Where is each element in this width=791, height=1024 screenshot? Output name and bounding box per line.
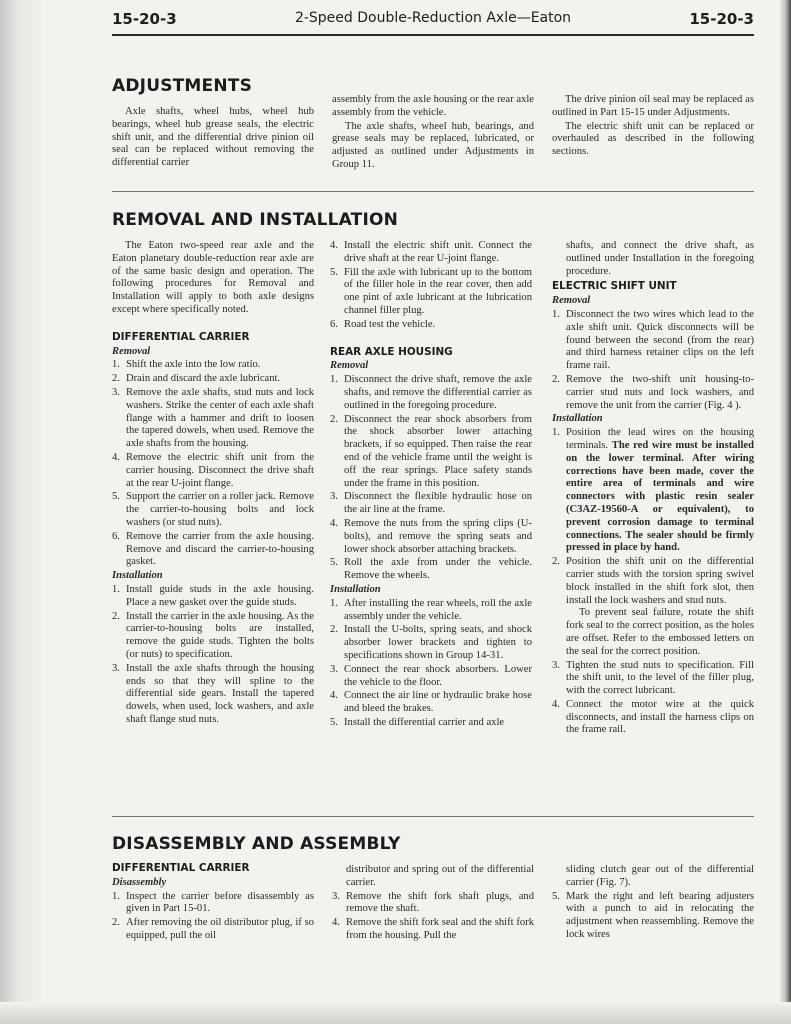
removal-steps (112, 359, 314, 569)
step-number: 6. (330, 318, 338, 330)
step-text: Remove the electric shift unit from the carrier housing. Disconnect the drive shaft at the rear U-joint flange. (126, 451, 314, 489)
step-number: 5. (330, 557, 338, 569)
list-item (330, 518, 532, 556)
list-item (112, 531, 314, 569)
section-heading-disassembly: DISASSEMBLY AND ASSEMBLY (112, 834, 401, 854)
list-item (112, 611, 314, 662)
step-number: 5. (112, 491, 120, 503)
step-text: Tighten the stud nuts to specification. Fill the shift unit, to the level of the filler plug, with the correct lubricant. (566, 659, 754, 697)
list-item (552, 374, 754, 412)
header-rule (112, 34, 754, 36)
list-item (112, 373, 314, 386)
page-edge-shadow (779, 0, 791, 1024)
step-number: 3. (112, 386, 120, 398)
step-number: 5. (552, 890, 560, 902)
section-heading-removal: REMOVAL AND INSTALLATION (112, 210, 399, 230)
step-number: 2. (112, 610, 120, 622)
step-text: Roll the axle from under the vehicle. Remove the wheels. (344, 557, 532, 582)
list-item: 3. Tighten the stud nuts to specification. Fill the shift unit, to the level of the filler plug, with the correct lubricant. (552, 659, 754, 697)
page-header (112, 10, 754, 34)
step-number: 3. (330, 663, 338, 675)
step-text: After installing the rear wheels, roll the axle assembly under the vehicle. (344, 597, 532, 622)
paragraph: shafts, and connect the drive shaft, as outlined under Installation in the foregoing procedure. (566, 240, 754, 277)
list-item: 1. Position the lead wires on the housing terminals. The red wire must be installed on the lower terminal. After wiring corrections have been made, cover the entire area of terminals and wire connectors with plastic resin sealer (C3AZ-19560-A or equivalent), to prevent corrosion damage to terminal connections. The sealer should be firmly pressed in place by hand. (552, 427, 754, 554)
section-divider (112, 816, 754, 817)
page-bottom-edge (0, 1002, 791, 1024)
step-text: Road test the vehicle. (344, 318, 436, 330)
binding-spine (0, 0, 44, 1024)
label-installation: Installation (112, 570, 163, 582)
section-heading-adjustments: ADJUSTMENTS (112, 76, 253, 96)
step-number: 1. (330, 597, 338, 609)
step-number: 1. (112, 890, 120, 902)
step-number: 2. (112, 917, 120, 929)
step-number: 4. (112, 451, 120, 463)
list-item (330, 491, 532, 517)
step-text: Mark the right and left bearing adjusters with a punch to aid in relocating the adjustment when reassembling. Remove the lock wires (566, 890, 754, 940)
list-item (112, 387, 314, 451)
step-number: 1. (552, 308, 560, 320)
list-item (330, 414, 532, 491)
label-installation: Installation (330, 583, 381, 595)
disassembly-steps (332, 891, 534, 943)
step-text: Inspect the carrier before disassembly as given in Part 15-01. (126, 890, 314, 915)
step-number: 4. (332, 917, 340, 929)
step-text: Install the axle shafts through the housing ends so that they will spline to the differential side gears. Install the tapered dowels, when used, lock washers, and axle shaft flange stud nuts. (126, 662, 314, 725)
step-number: 4. (330, 240, 338, 251)
label-installation: Installation (552, 413, 603, 425)
removal-col-2 (330, 240, 532, 731)
step-text: Position the shift unit on the differential carrier studs with the torsion spring swivel block installed in the shift fork slot, then install the lock washers and stud nuts. (566, 556, 754, 606)
step-text: Fill the axle with lubricant up to the bottom of the filler hole in the rear cover, then add one pint of axle lubricant at the lubrication channel filler plug. (344, 266, 532, 316)
removal-steps (552, 309, 754, 412)
list-item (552, 891, 754, 942)
list-item (330, 557, 532, 583)
step-text: Shift the axle into the low ratio. (126, 359, 261, 371)
section-divider (112, 191, 754, 192)
disassembly-steps (112, 891, 314, 943)
installation-steps (552, 427, 754, 737)
step-text: Remove the shift fork shaft plugs, and remove the shaft. (346, 890, 534, 915)
list-item (552, 309, 754, 373)
paragraph: assembly from the axle housing or the rear axle assembly from the vehicle. (332, 94, 534, 118)
list-item (330, 240, 532, 266)
step-text: Position the lead wires on the housing terminals. (566, 427, 754, 451)
disassembly-col-3 (552, 864, 754, 943)
paragraph: The electric shift unit can be replaced or overhauled as described in the following sections. (552, 120, 754, 158)
list-item (112, 584, 314, 610)
step-note: To prevent seal failure, rotate the shift fork seal to the correct position, as the holes are offset. Refer to the embossed letters on the seal for the correct position. (566, 607, 754, 657)
paragraph: The axle shafts, wheel hub, bearings, and grease seals may be replaced, lubricated, or adjusted as outlined under Adjustments in Group 11. (332, 120, 534, 170)
disassembly-steps (552, 891, 754, 942)
disassembly-col-2 (332, 864, 534, 944)
label-removal: Removal (330, 360, 369, 372)
step-text: Support the carrier on a roller jack. Remove the carrier-to-housing bolts and lock washers (or stud nuts). (126, 491, 314, 528)
step-number: 1. (112, 583, 120, 595)
list-item (112, 891, 314, 917)
list-item: 2. Position the shift unit on the differential carrier studs with the torsion spring swivel block installed in the shift fork slot, then install the lock washers and stud nuts. To prevent seal failure, rotate the shift fork seal to the correct position, as the holes are offset. Refer to the embossed letters on the seal for the correct position. (552, 556, 754, 657)
list-item (112, 917, 314, 943)
step-number: 1. (112, 359, 120, 371)
step-text: Install the differential carrier and axle (344, 716, 505, 728)
subheading-differential-carrier: DIFFERENTIAL CARRIER (112, 330, 250, 343)
page-number-left: 15-20-3 (112, 10, 177, 28)
step-text: Remove the axle shafts, stud nuts and lock washers. Strike the center of each axle shaft flange with a hammer and drift to loosen the tapered dowels, when used. Remove the axle shafts from the housing. (126, 386, 314, 450)
paragraph: The drive pinion oil seal may be replaced as outlined in Part 15-15 under Adjustments. (552, 94, 754, 118)
step-number: 4. (330, 690, 338, 702)
subheading-differential-carrier: DIFFERENTIAL CARRIER (112, 862, 250, 874)
running-title: 2-Speed Double-Reduction Axle—Eaton (294, 10, 572, 26)
disassembly-col-1 (112, 862, 314, 944)
step-text: After removing the oil distributor plug, if so equipped, pull the oil (126, 917, 314, 941)
step-number: 4. (330, 517, 338, 529)
paragraph: distributor and spring out of the differential carrier. (346, 864, 534, 888)
list-item (112, 359, 314, 372)
step-text: Disconnect the two wires which lead to the axle shift unit. Quick disconnects will be found between the second (from the rear) and third harness retainer clips on the left frame rail. (566, 308, 754, 372)
adjustments-col-3 (552, 94, 754, 160)
list-item (112, 452, 314, 490)
step-number: 6. (112, 530, 120, 542)
step-text: Remove the shift fork seal and the shift fork from the housing. Pull the (346, 917, 534, 941)
list-item (330, 267, 532, 318)
label-removal: Removal (552, 295, 591, 307)
step-text: Disconnect the flexible hydraulic hose on the air line at the frame. (344, 491, 532, 516)
installation-steps (112, 584, 314, 727)
step-number: 2. (330, 624, 338, 636)
label-disassembly: Disassembly (112, 876, 167, 888)
step-text: Connect the air line or hydraulic brake hose and bleed the brakes. (344, 690, 532, 715)
step-text: Connect the rear shock absorbers. Lower the vehicle to the floor. (344, 663, 532, 688)
step-number: 1. (330, 374, 338, 386)
list-item (330, 624, 532, 662)
step-text: Install guide studs in the axle housing. Place a new gasket over the guide studs. (126, 583, 314, 608)
list-item: 4. Connect the motor wire at the quick disconnects, and install the harness clips on the frame rail. (552, 698, 754, 736)
subheading-electric-shift-unit: ELECTRIC SHIFT UNIT (552, 280, 677, 293)
list-item (330, 319, 532, 332)
list-item (330, 374, 532, 412)
removal-col-3 (552, 240, 754, 738)
installation-steps (330, 598, 532, 730)
adjustments-col-2 (332, 94, 534, 173)
list-item (330, 690, 532, 716)
step-number: 2. (552, 373, 560, 385)
step-text: Remove the carrier from the axle housing. Remove and discard the carrier-to-housing gasket. (126, 530, 314, 568)
list-item (330, 664, 532, 690)
removal-col-1 (112, 240, 314, 728)
adjustments-col-1 (112, 106, 314, 171)
step-text: Drain and discard the axle lubricant. (126, 373, 281, 385)
step-number: 5. (330, 266, 338, 278)
step-number: 3. (330, 491, 338, 503)
step-text: Connect the motor wire at the quick disconnects, and install the harness clips on the frame rail. (566, 698, 754, 736)
list-item (332, 917, 534, 943)
paragraph: The Eaton two-speed rear axle and the Eaton planetary double-reduction rear axle are of the same basic design and operation. The following procedures for Removal and Installation will apply to both axle designs except where specifically noted. (112, 240, 314, 315)
carrier-install-steps-cont (330, 240, 532, 332)
step-text: Install the carrier in the axle housing. As the carrier-to-housing bolts are installed, remove the guide studs. Tighten the bolts (or nuts) to specification. (126, 610, 314, 660)
step-text: Disconnect the drive shaft, remove the axle shafts, and remove the differential carrier as outlined in the foregoing procedure. (344, 374, 532, 411)
step-text: Install the electric shift unit. Connect the drive shaft at the rear U-joint flange. (344, 240, 532, 264)
list-item (330, 717, 532, 730)
step-number: 2. (112, 373, 120, 385)
warning-text: The red wire must be installed on the lower terminal. After wiring corrections have been made, cover the entire area of terminals and wire connectors with plastic resin sealer (C3AZ-19560-A or equivalent), to prevent corrosion damage to terminal connections. The sealer should be firmly pressed in place by hand. (566, 439, 754, 554)
paragraph: sliding clutch gear out of the differential carrier (Fig. 7). (566, 864, 754, 888)
step-text: Remove the nuts from the spring clips (U-bolts), and remove the spring seats and lower shock absorber attaching brackets. (344, 517, 532, 555)
list-item (112, 491, 314, 529)
list-item (112, 663, 314, 727)
page-number-right: 15-20-3 (689, 10, 754, 28)
label-removal: Removal (112, 345, 151, 357)
paragraph: Axle shafts, wheel hubs, wheel hub bearings, wheel hub grease seals, the electric shift unit, and the differential drive pinion oil seal can be replaced without removing the differential carrier (112, 106, 314, 169)
step-text: Remove the two-shift unit housing-to-carrier stud nuts and lock washers, and remove the unit from the carrier (Fig. 4 ). (566, 373, 754, 411)
subheading-rear-axle-housing: REAR AXLE HOUSING (330, 345, 453, 358)
removal-steps (330, 374, 532, 583)
list-item (330, 598, 532, 624)
step-text: Disconnect the rear shock absorbers from the shock absorber lower attaching brackets, if so equipped. Then raise the rear end of the vehicle frame until the weight is off the rear springs. Place safety stands under the frame in this position. (344, 413, 532, 489)
step-number: 2. (330, 413, 338, 425)
list-item (332, 891, 534, 917)
step-number: 3. (332, 890, 340, 902)
step-text: Install the U-bolts, spring seats, and shock absorber lower brackets and tighten to specifications shown in Group 14-31. (344, 624, 532, 661)
step-number: 3. (112, 662, 120, 674)
step-number: 5. (330, 716, 338, 728)
